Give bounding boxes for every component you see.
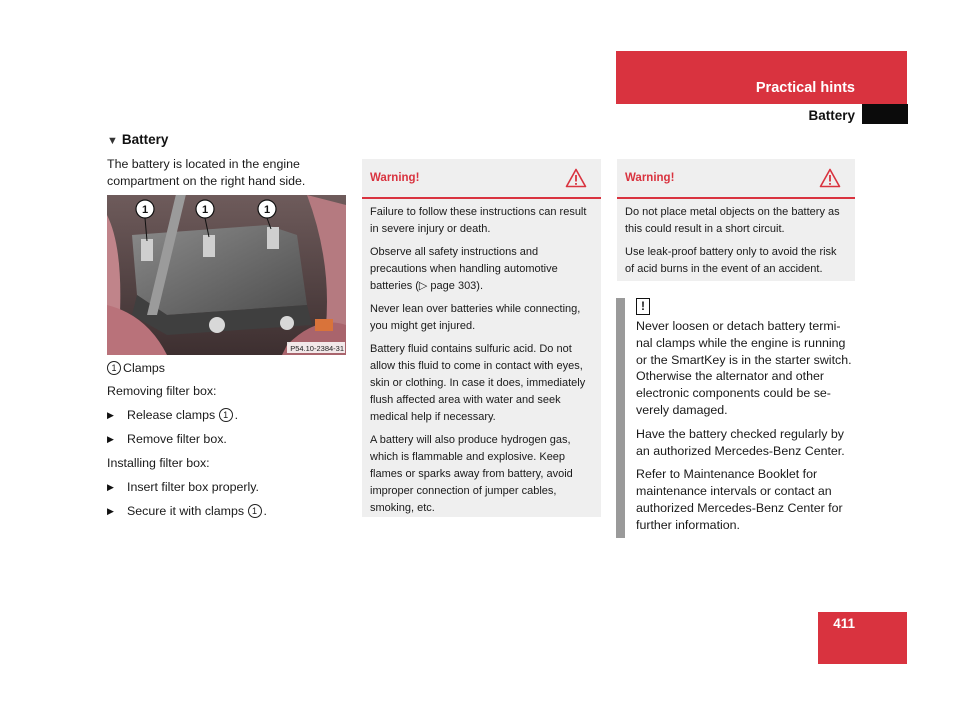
warning1-p3: Never lean over batteries while connecting, you might get injured. [370, 303, 581, 332]
warning1-p4: Battery fluid contains sulfuric acid. Do not allow this fluid to come in contact with eyes, skin or clothing. In case it does, immediately flush affected area with water and seek medical help if necessary. [370, 343, 586, 423]
page-number: 411 [833, 616, 855, 631]
warning-header [617, 159, 855, 199]
warning1-p5: A battery will also produce hydrogen gas, which is flammable and explosive. Keep flames or sparks away from battery, avoid improper connection of jumper cables, smoking, etc. [370, 434, 573, 514]
header-red-band [616, 51, 907, 104]
warning1-p2: Observe all safety instructions and precautions when handling automotive batteries (▷ page 303). [370, 246, 558, 292]
step-remove-filter-box: ▶ Remove filter box. [107, 432, 227, 446]
notice-p3: Refer to Maintenance Booklet for maintenance intervals or contact an authorized Mercedes-Benz Center for further information. [636, 467, 843, 532]
image-caption [107, 360, 165, 377]
callout-1c: 1 [263, 204, 271, 216]
notice-p2: Have the battery checked regularly by an authorized Mercedes-Benz Center. [636, 426, 845, 458]
battery-heading [107, 132, 168, 147]
warning-box-main [362, 159, 601, 517]
intro-text: The battery is located in the engine compartment on the right hand side. [107, 157, 306, 188]
warning-header [362, 159, 601, 199]
bullet-arrow-icon: ▶ [107, 410, 114, 420]
bullet-arrow-icon: ▶ [107, 434, 114, 444]
callout-marker: 1 [219, 408, 233, 422]
warning1-p1: Failure to follow these instructions can result in severe injury or death. [370, 206, 587, 235]
chapter-title: Practical hints [755, 80, 855, 96]
image-code: P54.10-2384-31 [290, 344, 344, 353]
callout-1b: 1 [201, 204, 209, 216]
callout-marker: 1 [248, 504, 262, 518]
warning-triangle-icon [565, 168, 587, 188]
triangle-down-icon: ▼ [107, 135, 118, 147]
step-release-clamps: ▶ Release clamps 1 . [107, 408, 239, 422]
step-secure-clamps: ▶ Secure it with clamps 1 . [107, 504, 267, 518]
installing-label: Installing filter box: [107, 456, 210, 470]
callout-marker: 1 [107, 361, 121, 375]
warning-box-short-circuit [617, 159, 855, 281]
notice-p1: Never loosen or detach battery termi-nal clamps while the engine is running or the SmartKey is in the starter switch. Otherwise the alternator and other electronic components could be se-verely damaged. [636, 319, 852, 417]
engine-photo [107, 195, 346, 355]
callout-1a: 1 [141, 204, 149, 216]
bullet-arrow-icon: ▶ [107, 506, 114, 516]
warning2-p2: Use leak-proof battery only to avoid the risk of acid burns in the event of an accident. [625, 246, 837, 275]
warning-label: Warning! [370, 172, 420, 184]
caption-text: Clamps [123, 361, 165, 375]
step-insert-filter-box: ▶ Insert filter box properly. [107, 480, 259, 494]
battery-heading-text: Battery [121, 132, 169, 147]
notice-bar [616, 298, 625, 538]
bullet-arrow-icon: ▶ [107, 482, 114, 492]
warning-triangle-icon [819, 168, 841, 188]
notice-text [636, 318, 854, 534]
warning2-p1: Do not place metal objects on the battery as this could result in a short circuit. [625, 206, 840, 235]
removing-label: Removing filter box: [107, 384, 217, 398]
exclamation-icon: ! [636, 298, 650, 315]
section-title: Battery [808, 108, 855, 123]
header-black-tab [862, 104, 908, 124]
warning-label: Warning! [625, 172, 675, 184]
